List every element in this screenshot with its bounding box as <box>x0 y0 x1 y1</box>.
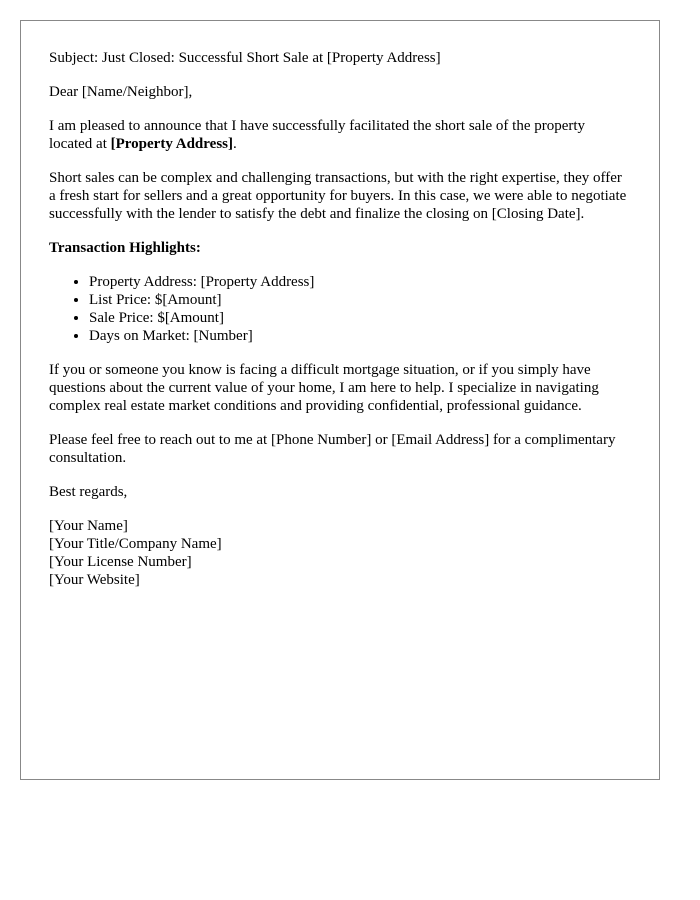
letter-paragraph-4: Please feel free to reach out to me at [Phone Number] or [Email Address] for a complimentary consultation. <box>49 432 616 466</box>
letter-closing: Best regards, <box>49 484 128 500</box>
highlight-property-address: • Property Address: [Property Address] <box>89 273 631 291</box>
letter-subject: Subject: Just Closed: Successful Short Sale at [Property Address] <box>49 50 441 66</box>
highlight-sale-price: • Sale Price: $[Amount] <box>89 309 631 327</box>
highlight-list-price: • List Price: $[Amount] <box>89 291 631 309</box>
letter-page <box>20 20 660 780</box>
letter-greeting: Dear [Name/Neighbor], <box>49 84 193 100</box>
intro-end: . <box>233 136 237 152</box>
signature-name: [Your Name] <box>49 518 128 534</box>
letter-intro-paragraph <box>49 117 631 153</box>
letter-paragraph-2: Short sales can be complex and challenging transactions, but with the right expertise, they offer a fresh start for sellers and a great opportunity for buyers. In this case, we were able to negotiate successfully with the lender to satisfy the debt and finalize the closing on [Closing Date]. <box>49 170 627 222</box>
letter-paragraph-3: If you or someone you know is facing a difficult mortgage situation, or if you simply have questions about the current value of your home, I am here to help. I specialize in navigating complex real estate market conditions and providing confidential, professional guidance. <box>49 362 599 414</box>
highlight-days-on-market: • Days on Market: [Number] <box>89 327 631 345</box>
signature-title-company: [Your Title/Company Name] <box>49 536 222 552</box>
signature-license-number: [Your License Number] <box>49 554 192 570</box>
signature-block <box>49 517 631 589</box>
signature-website: [Your Website] <box>49 572 140 588</box>
highlights-list <box>49 273 631 345</box>
intro-property-address: [Property Address] <box>110 136 233 152</box>
highlights-heading: Transaction Highlights: <box>49 240 201 256</box>
intro-text: I am pleased to announce that I have successfully facilitated the short sale of the property located at <box>49 118 586 152</box>
